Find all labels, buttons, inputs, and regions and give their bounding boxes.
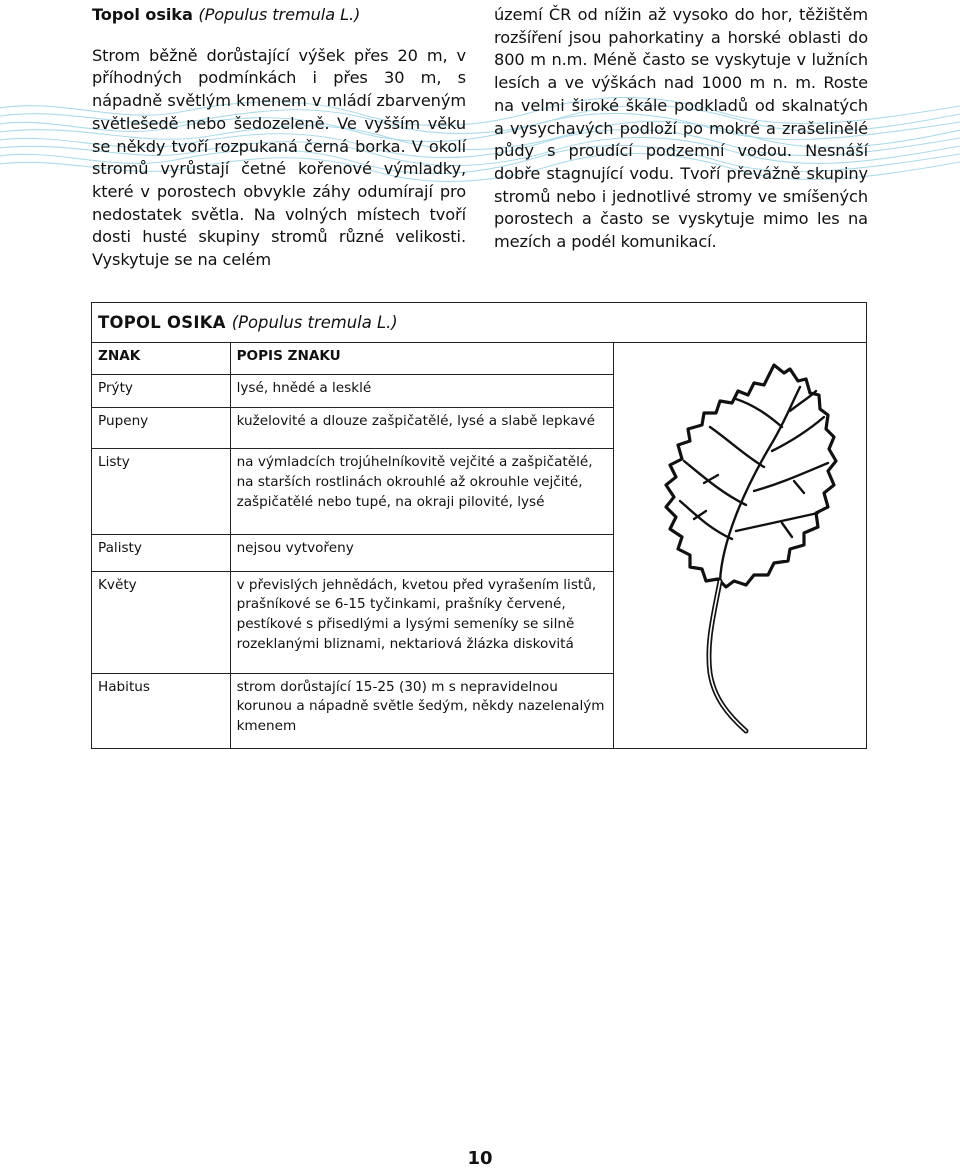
- description-cell: nejsou vytvořeny: [230, 534, 613, 571]
- sign-cell: Listy: [92, 449, 231, 534]
- sign-cell: Palisty: [92, 534, 231, 571]
- sign-cell: Pupeny: [92, 408, 231, 449]
- table-title-row: [92, 303, 867, 343]
- header-sign: ZNAK: [92, 342, 231, 375]
- sign-cell: Prýty: [92, 375, 231, 408]
- header-description: POPIS ZNAKU: [230, 342, 613, 375]
- table-header-row: [92, 342, 867, 375]
- sign-cell: Květy: [92, 571, 231, 673]
- leaf-illustration-cell: [614, 342, 867, 748]
- intro-right-column: [494, 4, 868, 254]
- table-title: TOPOL OSIKA (Populus tremula L.): [92, 303, 867, 343]
- intro-left-column: [92, 4, 466, 272]
- leaf-icon: [614, 343, 866, 748]
- identification-table: [91, 302, 867, 749]
- description-cell: strom dorůstající 15-25 (30) m s nepravidelnou korunou a nápadně světle šedým, někdy nazelenalým kmenem: [230, 673, 613, 748]
- description-cell: kuželovité a dlouze zašpičatělé, lysé a slabě lepkavé: [230, 408, 613, 449]
- intro-right-text: území ČR od nížin až vysoko do hor, těžištěm rozšíření jsou pahorkatiny a horské oblasti do 800 m n.m. Méně často se vyskytuje v lužních lesích a ve výškách nad 1000 m n. m. Roste na velmi široké škále podkladů od skalnatých a vysychavých podloží po mokré a zrašelinělé půdy s proudící podzemní vodou. Nesnáší dobře stagnující vodu. Tvoří převážně skupiny stromů nebo i jednotlivé stromy ve smíšených porostech a často se vyskytuje mimo les na mezích a podél komunikací.: [494, 5, 868, 252]
- page-number: 10: [467, 1148, 493, 1169]
- description-cell: v převislých jehnědách, kvetou před vyrašením listů, prašníkové se 6-15 tyčinkami, prašníky červené, pestíkové s přisedlými a lysými semeníky se silně rozeklanými bliznami, nektariová žlázka diskovitá: [230, 571, 613, 673]
- intro-left-text: Strom běžně dorůstající výšek přes 20 m, v příhodných podmínkách i přes 30 m, s nápadně světlým kmenem v mládí zbarveným světlešedě nebo šedozeleně. Ve vyšším věku se někdy tvoří rozpukaná černá borka. V okolí stromů vyrůstají četné kořenové výmladky, které v porostech obvykle záhy odumírají pro nedostatek světla. Na volných místech tvoří dosti husté skupiny stromů různé velikosti. Vyskytuje se na celém: [92, 45, 466, 270]
- description-cell: lysé, hnědé a lesklé: [230, 375, 613, 408]
- sign-cell: Habitus: [92, 673, 231, 748]
- description-cell: na výmladcích trojúhelníkovitě vejčité a zašpičatělé, na starších rostlinách okrouhlé až okrouhle vejčité, zašpičatělé nebo tupé, na okraji pilovité, lysé: [230, 449, 613, 534]
- intro-title: Topol osika (Populus tremula L.): [92, 5, 361, 24]
